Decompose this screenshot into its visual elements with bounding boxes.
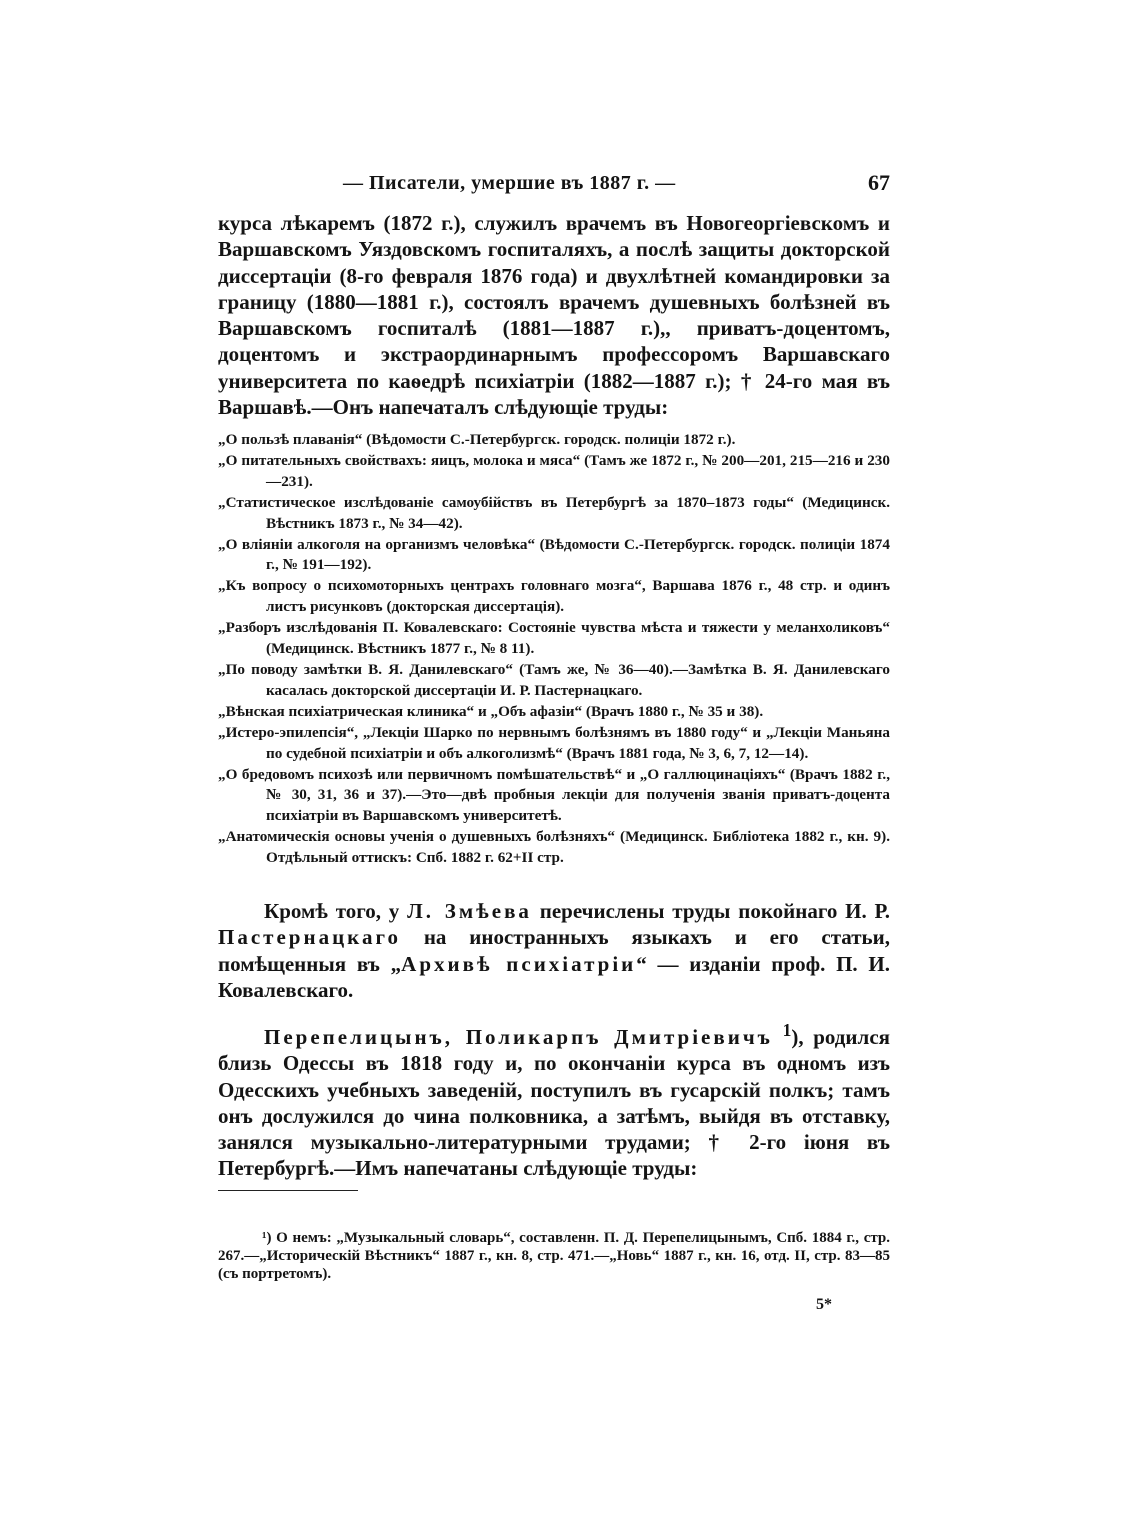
author-name-pasternatsky: Пастернацкаго [218, 925, 401, 950]
signature-mark: 5* [816, 1296, 832, 1313]
footnote-rule [218, 1190, 358, 1191]
page-number: 67 [868, 170, 890, 195]
work-item: „Статистическое изслѣдованіе самоубійствъ въ Петербургѣ за 1870–1873 годы“ (Медицинск. Вѣстникъ 1873 г., № 34—42). [218, 493, 890, 532]
work-item: „Истеро-эпилепсія“, „Лекціи Шарко по нервнымъ болѣзнямъ въ 1880 году“ и „Лекціи Маньяна по судебной психіатріи и объ алкоголизмѣ“ (Врачъ 1881 года, № 3, 6, 7, 12—14). [218, 723, 890, 762]
work-item: „О питательныхъ свойствахъ: яицъ, молока и мяса“ (Тамъ же 1872 г., № 200—201, 215—216 и 230—231). [218, 451, 890, 490]
works-list-pasternatsky [218, 430, 890, 869]
work-item: „О бредовомъ психозѣ или первичномъ помѣшательствѣ“ и „О галлюцинаціяхъ“ (Врачъ 1882 г., № 30, 31, 36 и 37).—Это—двѣ пробныя лекціи для полученія званія приватъ-доцента психіатріи въ Варшавскомъ университетѣ. [218, 765, 890, 825]
work-item: „Вѣнская психіатрическая клиника“ и „Объ афазіи“ (Врачъ 1880 г., № 35 и 38). [218, 702, 764, 720]
body-paragraph-1: курса лѣкаремъ (1872 г.), служилъ врачемъ въ Новогеоргіевскомъ и Варшавскомъ Уяздовскомъ госпиталяхъ, а послѣ защиты докторской диссертаціи (8-го февраля 1876 года) и двухлѣтней командировки за границу (1880—1881 г.), состоялъ врачемъ душевныхъ болѣзней въ Варшавскомъ госпиталѣ (1881—1887 г.),, приватъ-доцентомъ, доцентомъ и экстраординарнымъ профессоромъ Варшавскаго университета по каѳедрѣ психіатріи (1882—1887 г.); † 24-го мая въ Варшавѣ.—Онъ напечаталъ слѣдующіе труды: [218, 211, 890, 420]
running-head-title: — Писатели, умершие въ 1887 г. — [343, 172, 676, 194]
footnote-mark: 1 [782, 1020, 792, 1040]
work-item: „О вліяніи алкоголя на организмъ человѣка“ (Вѣдомости С.-Петербургск. городск. полиціи 1874 г., № 191—192). [218, 535, 890, 574]
author-name-zmeev: Л. Змѣева [407, 899, 532, 923]
work-item: „По поводу замѣтки В. Я. Данилевскаго“ (Тамъ же, № 36—40).—Замѣтка В. Я. Данилевскаго касалась докторской диссертаціи И. Р. Пастернацкаго. [218, 660, 890, 699]
p3-text: ), родился близь Одессы въ 1818 году и, по окончаніи курса въ одномъ изъ Одесскихъ учебныхъ заведеній, поступилъ въ гусарскій полкъ; тамъ онъ дослужился до чина полковника, а затѣмъ, выйдя въ отставку, занялся музыкально-литературными трудами; † 2-го іюня въ Петербургѣ.—Имъ напечатаны слѣдующіе труды: [218, 1025, 890, 1181]
p2-text-d: “ — изданіи проф. П. И. Ковалевскаго. [218, 951, 890, 1002]
body-paragraph-2 [218, 898, 890, 1003]
work-item: „Анатомическія основы ученія о душевныхъ болѣзняхъ“ (Медицинск. Библіотека 1882 г., кн. 9). Отдѣльный оттискъ: Спб. 1882 г. 62+II стр. [218, 828, 890, 867]
p2-text-a: Кромѣ того, у [264, 899, 408, 923]
running-head [218, 168, 890, 200]
p2-text-c: на иностранныхъ языкахъ и его статьи, помѣщенныя въ „ [218, 925, 890, 976]
p2-text-b: перечислены труды покойнаго И. Р. [531, 899, 890, 923]
work-item: „О пользѣ плаванія“ (Вѣдомости С.-Петербургск. городск. полиціи 1872 г.). [218, 431, 736, 448]
work-item: „Разборъ изслѣдованія П. Ковалевскаго: Состояніе чувства мѣста и тяжести у меланхоликовъ“ (Медицинск. Вѣстникъ 1877 г., № 8 11). [218, 619, 890, 658]
footnote-text: ¹) О немъ: „Музыкальный словарь“, составленн. П. Д. Перепелицынымъ, Спб. 1884 г., стр. 267.—„Историческій Вѣстникъ“ 1887 г., кн. 8, стр. 471.—„Новь“ 1887 г., кн. 16, отд. II, стр. 83—85 (съ портретомъ). [218, 1230, 890, 1282]
journal-title: Архивѣ психіатріи [401, 951, 637, 976]
body-paragraph-3 [218, 1017, 890, 1182]
entry-heading-name: Перепелицынъ, Поликарпъ Дмитріевичъ [264, 1025, 773, 1049]
work-item: „Къ вопросу о психомоторныхъ центрахъ головнаго мозга“, Варшава 1876 г., 48 стр. и одинъ листъ рисунковъ (докторская диссертація). [218, 577, 890, 616]
